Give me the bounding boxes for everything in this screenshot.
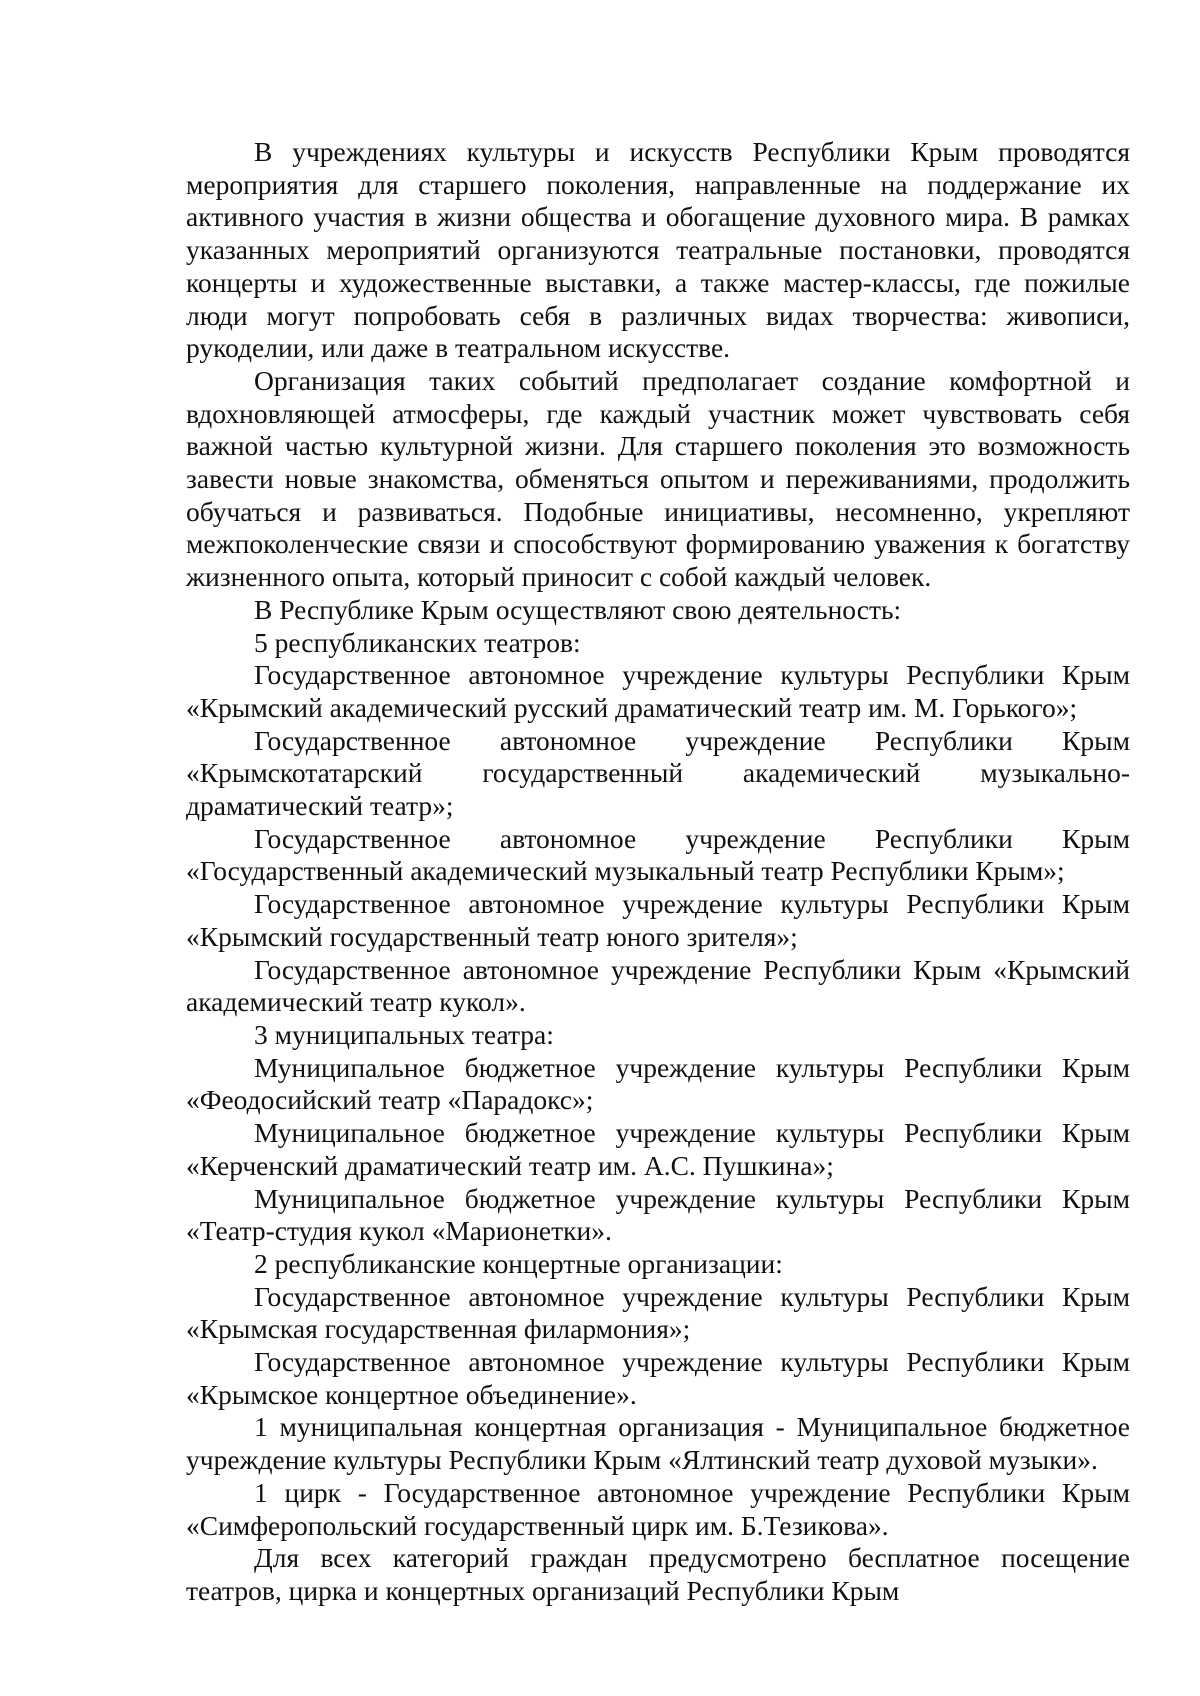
- paragraph-intro: В учреждениях культуры и искусств Республики Крым проводятся мероприятия для старшего поколения, направленные на поддержание их активного участия в жизни общества и обогащение духовного мира. В рамках указанных мероприятий организуются театральные постановки, проводятся концерты и художественные выставки, а также мастер-классы, где пожилые люди могут попробовать себя в различных видах творчества: живописи, рукоделии, или даже в театральном искусстве.: [186, 136, 1130, 364]
- list-item-theatre: Муниципальное бюджетное учреждение культуры Республики Крым «Театр-студия кукол «Марионетки».: [186, 1182, 1130, 1247]
- list-item-theatre: Муниципальное бюджетное учреждение культуры Республики Крым «Феодосийский театр «Парадокс»;: [186, 1051, 1130, 1116]
- paragraph-circus: 1 цирк - Государственное автономное учреждение Республики Крым «Симферопольский государственный цирк им. Б.Тезикова».: [186, 1476, 1130, 1541]
- paragraph-activity-heading: В Республике Крым осуществляют свою деятельность:: [254, 593, 902, 625]
- list-heading-municipal-theatres: 3 муниципальных театра:: [254, 1018, 554, 1050]
- list-item-concert-organization: Государственное автономное учреждение культуры Республики Крым «Крымская государственная филармония»;: [186, 1280, 1130, 1345]
- paragraph-municipal-concert: 1 муниципальная концертная организация - Муниципальное бюджетное учреждение культуры Республики Крым «Ялтинский театр духовой музыки».: [186, 1411, 1130, 1476]
- paragraph-organization: Организация таких событий предполагает создание комфортной и вдохновляющей атмосферы, где каждый участник может чувствовать себя важной частью культурной жизни. Для старшего поколения это возможность завести новые знакомства, обменяться опытом и переживаниями, продолжить обучаться и развиваться. Подобные инициативы, несомненно, укрепляют межпоколенческие связи и способствуют формированию уважения к богатству жизненного опыта, который приносит с собой каждый человек.: [186, 364, 1130, 593]
- list-item-theatre: Государственное автономное учреждение Республики Крым «Крымскотатарский государственный академический музыкально-драматический театр»;: [186, 724, 1130, 822]
- document-body: [186, 136, 1130, 1608]
- paragraph-free-admission: Для всех категорий граждан предусмотрено бесплатное посещение театров, цирка и концертных организаций Республики Крым: [186, 1542, 1130, 1606]
- list-heading-concert-organizations: 2 республиканские концертные организации:: [254, 1247, 783, 1279]
- list-item-concert-organization: Государственное автономное учреждение культуры Республики Крым «Крымское концертное объединение».: [186, 1346, 1130, 1410]
- list-item-theatre: Государственное автономное учреждение культуры Республики Крым «Крымский академический русский драматический театр им. М. Горького»;: [186, 659, 1130, 723]
- list-item-theatre: Государственное автономное учреждение Республики Крым «Крымский академический театр кукол».: [186, 953, 1130, 1018]
- list-item-theatre: Государственное автономное учреждение Республики Крым «Государственный академический музыкальный театр Республики Крым»;: [186, 822, 1130, 887]
- list-heading-republican-theatres: 5 республиканских театров:: [254, 626, 581, 658]
- list-item-theatre: Государственное автономное учреждение культуры Республики Крым «Крымский государственный театр юного зрителя»;: [186, 888, 1130, 952]
- list-item-theatre: Муниципальное бюджетное учреждение культуры Республики Крым «Керченский драматический театр им. А.С. Пушкина»;: [186, 1117, 1130, 1181]
